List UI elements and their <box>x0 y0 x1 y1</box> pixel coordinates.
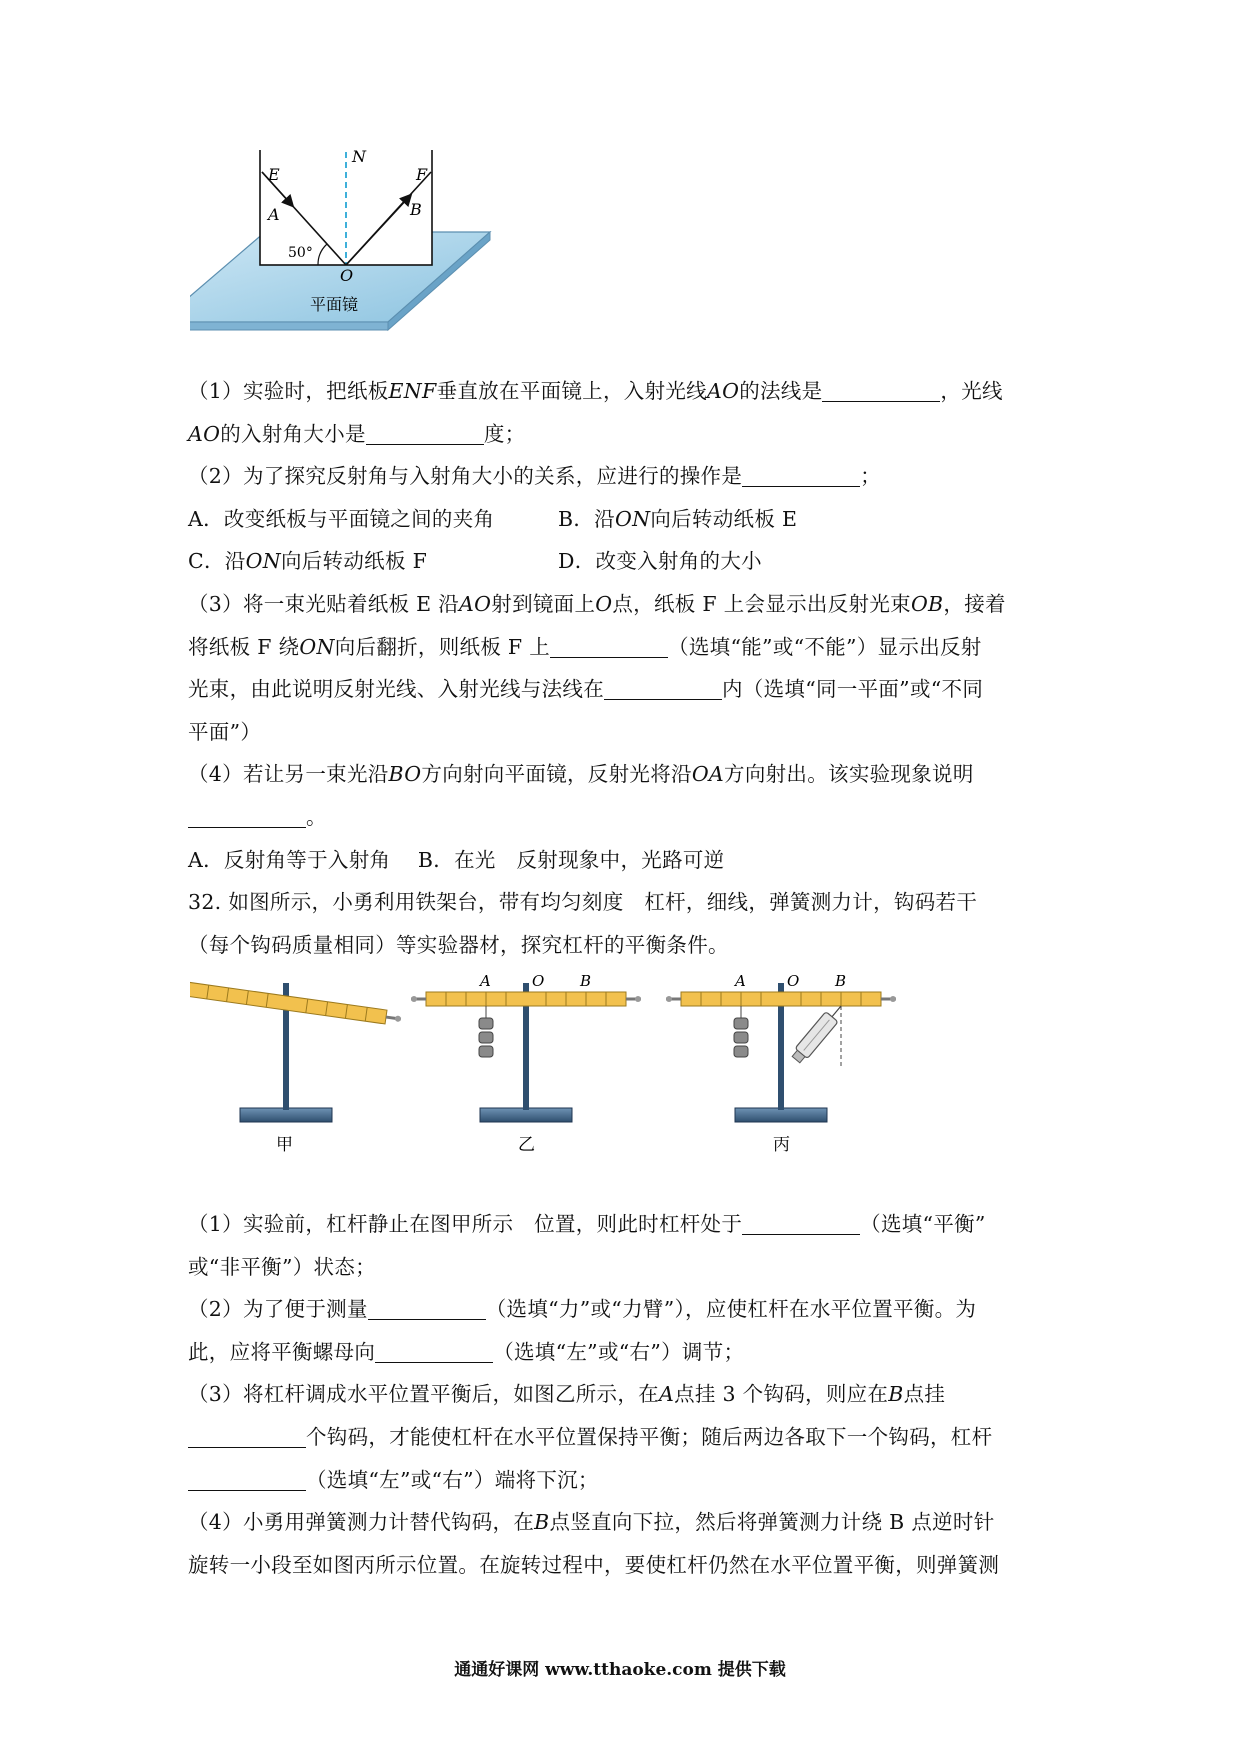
answer-blank[interactable] <box>742 1210 860 1235</box>
q31-p2-line: （2）为了探究反射角与入射角大小的关系，应进行的操作是 ； <box>188 464 881 489</box>
caption-jia: 甲 <box>276 1135 293 1155</box>
reflection-diagram <box>190 150 510 375</box>
question-31-text <box>188 370 1068 966</box>
q32-p3-line3: （选填“左”或“右”）端将下沉； <box>188 1459 1068 1502</box>
q31-p1-line1: （1）实验时，把纸板ENF垂直放在平面镜上，入射光线AO的法线是 ，光线 <box>188 379 1003 403</box>
question-32-text <box>188 1203 1068 1586</box>
mirror-label: 平面镜 <box>310 295 359 314</box>
label-f: F <box>416 165 428 184</box>
q32-p2-line2: 此，应将平衡螺母向 （选填“左”或“右”）调节； <box>188 1339 745 1364</box>
q32-p1-line2: 或“非平衡”）状态； <box>188 1254 376 1279</box>
q32-intro-line2: （每个钩码质量相同）等实验器材，探究杠杆的平衡条件。 <box>188 932 729 957</box>
q32-p4-line2: 旋转一小段至如图丙所示位置。在旋转过程中，要使杠杆仍然在水平位置平衡，则弹簧测 <box>188 1552 1000 1577</box>
point-b-label: B <box>835 972 847 990</box>
lever-figure-yi <box>411 972 641 1155</box>
label-e: E <box>268 165 280 184</box>
point-a-label: A <box>480 972 491 990</box>
point-a-label: A <box>735 972 746 990</box>
q32-p1-line1: （1）实验前，杠杆静止在图甲所示 位置，则此时杠杆处于 （选填“平衡” <box>188 1212 986 1236</box>
answer-blank[interactable] <box>822 377 940 402</box>
option-c: C．沿ON向后转动纸板 F <box>188 549 428 574</box>
lever-figure-jia <box>190 980 402 1155</box>
lever-figure-bing <box>666 972 896 1155</box>
answer-blank[interactable] <box>550 633 668 658</box>
answer-blank[interactable] <box>366 420 484 445</box>
caption-bing: 丙 <box>773 1135 790 1155</box>
answer-blank[interactable] <box>604 675 722 700</box>
answer-blank[interactable] <box>188 1466 306 1491</box>
option-a: A．改变纸板与平面镜之间的夹角 <box>188 506 495 531</box>
point-o-label: O <box>532 972 545 990</box>
q32-p3-line2: 个钩码，才能使杠杆在水平位置保持平衡；随后两边各取下一个钩码，杠杆 <box>188 1416 1068 1459</box>
q31-p2-options-cd <box>188 540 1068 583</box>
q31-p3-line1: （3）将一束光贴着纸板 E 沿AO射到镜面上O点，纸板 F 上会显示出反射光束OB，接着 <box>188 591 1006 616</box>
answer-blank[interactable] <box>368 1295 486 1320</box>
q31-p1-line2: AO的入射角大小是 度； <box>188 421 526 446</box>
answer-blank[interactable] <box>188 1423 306 1448</box>
q31-p4-line2: 。 <box>188 796 1068 839</box>
label-b: B <box>410 200 422 219</box>
answer-blank[interactable] <box>375 1338 493 1363</box>
q32-p4-line1: （4）小勇用弹簧测力计替代钩码，在B点竖直向下拉，然后将弹簧测力计绕 B 点逆时针 <box>188 1510 995 1535</box>
spring-scale <box>790 1001 847 1065</box>
point-o-label: O <box>787 972 800 990</box>
hanging-weights <box>479 1018 493 1057</box>
label-a: A <box>268 205 280 224</box>
answer-blank[interactable] <box>188 803 306 828</box>
label-n: N <box>352 150 366 166</box>
q32-p3-line1: （3）将杠杆调成水平位置平衡后，如图乙所示，在A点挂 3 个钩码，则应在B点挂 <box>188 1382 946 1407</box>
point-b-label: B <box>580 972 592 990</box>
caption-yi: 乙 <box>518 1135 535 1155</box>
hanging-weights <box>734 1018 748 1057</box>
q31-p3-line3: 光束，由此说明反射光线、入射光线与法线在 内（选填“同一平面”或“不同 <box>188 677 984 702</box>
answer-blank[interactable] <box>742 462 860 487</box>
q31-p2-options-ab <box>188 498 1068 541</box>
page-footer: 通通好课网 www.tthaoke.com 提供下载 <box>454 1660 786 1680</box>
q31-p4-options: A．反射角等于入射角 B．在光 反射现象中，光路可逆 <box>188 847 725 872</box>
lever-diagram <box>190 968 1020 1168</box>
q32-p2-line1: （2）为了便于测量 （选填“力”或“力臂”），应使杠杆在水平位置平衡。为 <box>188 1297 977 1322</box>
q31-p3-line2: 将纸板 F 绕ON向后翻折，则纸板 F 上 （选填“能”或“不能”）显示出反射 <box>188 634 982 659</box>
option-b: B．沿ON向后转动纸板 E <box>558 506 798 531</box>
label-angle-50: 50° <box>288 245 313 261</box>
q31-p3-line4: 平面”） <box>188 719 262 744</box>
q31-p4-line1: （4）若让另一束光沿BO方向射向平面镜，反射光将沿OA方向射出。该实验现象说明 <box>188 762 974 787</box>
option-d: D．改变入射角的大小 <box>558 549 762 574</box>
q32-intro-line1: 32. 如图所示，小勇利用铁架台，带有均匀刻度 杠杆，细线，弹簧测力计，钩码若干 <box>188 890 978 915</box>
label-o: O <box>340 266 354 285</box>
